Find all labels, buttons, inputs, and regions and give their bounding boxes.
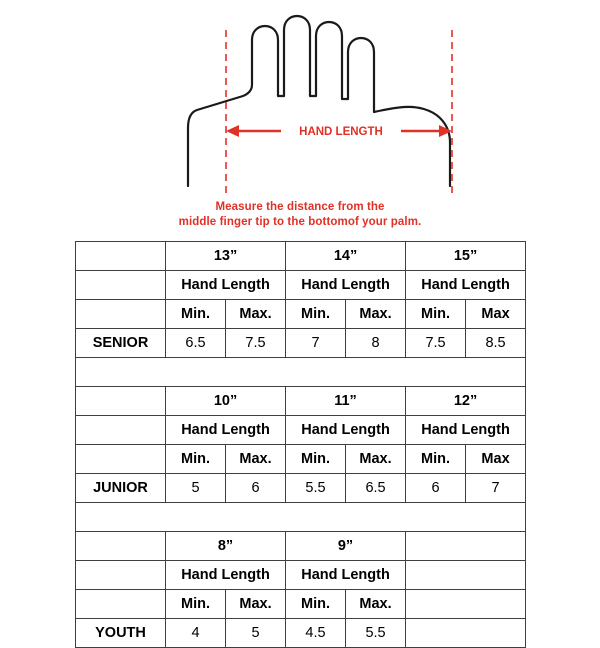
value-min: 5.5 [286,474,346,503]
min-header: Min. [406,300,466,329]
spacer-cell [76,300,166,329]
value-max: 5 [226,619,286,648]
table-row-minmax-header [76,590,526,619]
table-row-handlength-header [76,271,526,300]
size-header: 10” [166,387,286,416]
spacer-cell [406,532,526,561]
value-min: 4 [166,619,226,648]
hand-length-header: Hand Length [166,561,286,590]
max-header: Max. [346,590,406,619]
table-row-minmax-header [76,300,526,329]
size-header: 13” [166,242,286,271]
value-max: 6 [226,474,286,503]
min-header: Min. [166,590,226,619]
size-table [75,241,526,648]
table-row-size-header [76,242,526,271]
group-spacer [76,358,526,387]
value-max: 5.5 [346,619,406,648]
value-max: 7.5 [226,329,286,358]
hand-length-header: Hand Length [286,561,406,590]
hand-length-header: Hand Length [166,271,286,300]
size-header: 9” [286,532,406,561]
value-max: 6.5 [346,474,406,503]
size-header: 15” [406,242,526,271]
value-min: 5 [166,474,226,503]
arrow-head-left [226,125,239,137]
table-row-size-header [76,387,526,416]
value-min: 6.5 [166,329,226,358]
measure-instruction-line2: middle finger tip to the bottomof your palm. [178,216,422,228]
spacer-cell [406,561,526,590]
spacer-cell [76,445,166,474]
max-header: Max [466,300,526,329]
value-max: 7 [466,474,526,503]
value-min: 7.5 [406,329,466,358]
hand-length-header: Hand Length [286,416,406,445]
size-header: 11” [286,387,406,416]
table-row-handlength-header [76,561,526,590]
hand-length-label: HAND LENGTH [299,126,383,138]
measure-instruction [0,200,600,230]
table-row-size-header [76,532,526,561]
spacer-cell [406,619,526,648]
spacer-cell [406,590,526,619]
table-row-minmax-header [76,445,526,474]
category-label-junior: JUNIOR [76,474,166,503]
table-row-handlength-header [76,416,526,445]
max-header: Max. [226,590,286,619]
value-min: 6 [406,474,466,503]
hand-length-header: Hand Length [406,271,526,300]
value-min: 4.5 [286,619,346,648]
value-max: 8 [346,329,406,358]
table-row [76,619,526,648]
group-spacer [76,503,526,532]
value-min: 7 [286,329,346,358]
min-header: Min. [406,445,466,474]
size-header: 8” [166,532,286,561]
min-header: Min. [286,300,346,329]
min-header: Min. [286,445,346,474]
max-header: Max. [346,300,406,329]
spacer-cell [76,416,166,445]
hand-length-header: Hand Length [406,416,526,445]
hand-length-header: Hand Length [286,271,406,300]
table-row [76,329,526,358]
min-header: Min. [166,300,226,329]
spacer-cell [76,561,166,590]
hand-outline-icon [188,16,450,186]
max-header: Max. [346,445,406,474]
max-header: Max [466,445,526,474]
min-header: Min. [286,590,346,619]
category-label-senior: SENIOR [76,329,166,358]
spacer-cell [76,532,166,561]
spacer-cell [76,387,166,416]
max-header: Max. [226,300,286,329]
size-header: 12” [406,387,526,416]
min-header: Min. [166,445,226,474]
spacer-cell [76,271,166,300]
hand-diagram [0,0,600,232]
measure-instruction-line1: Measure the distance from the [215,201,385,213]
max-header: Max. [226,445,286,474]
spacer-cell [76,242,166,271]
size-header: 14” [286,242,406,271]
table-row [76,474,526,503]
value-max: 8.5 [466,329,526,358]
size-table-container [75,241,525,648]
category-label-youth: YOUTH [76,619,166,648]
hand-length-header: Hand Length [166,416,286,445]
spacer-cell [76,590,166,619]
